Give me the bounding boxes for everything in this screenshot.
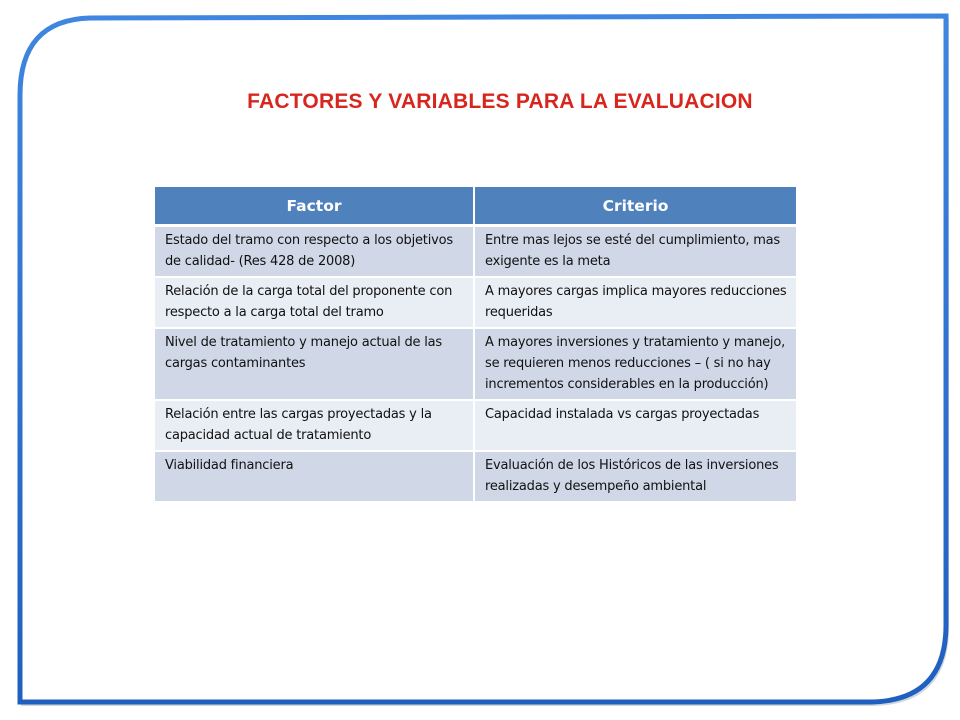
header-factor: Factor (155, 187, 474, 226)
criterio-cell: A mayores inversiones y tratamiento y manejo, se requieren menos reducciones – ( si no hay incrementos considerables en la producción) (474, 328, 796, 400)
table-row (155, 400, 796, 451)
factor-cell: Relación entre las cargas proyectadas y la capacidad actual de tratamiento (155, 400, 474, 451)
criterio-cell: Evaluación de los Históricos de las inversiones realizadas y desempeño ambiental (474, 451, 796, 502)
table-row (155, 328, 796, 400)
header-criterio: Criterio (474, 187, 796, 226)
table-row (155, 451, 796, 502)
factor-cell: Relación de la carga total del proponente con respecto a la carga total del tramo (155, 277, 474, 328)
factor-cell: Estado del tramo con respecto a los objetivos de calidad- (Res 428 de 2008) (155, 226, 474, 278)
slide-title: FACTORES Y VARIABLES PARA LA EVALUACION (247, 90, 753, 113)
criterio-cell: Capacidad instalada vs cargas proyectadas (474, 400, 796, 451)
criterio-cell: A mayores cargas implica mayores reducciones requeridas (474, 277, 796, 328)
table-row (155, 277, 796, 328)
factor-cell: Nivel de tratamiento y manejo actual de las cargas contaminantes (155, 328, 474, 400)
table-header-row (155, 187, 796, 226)
factors-table (155, 187, 796, 503)
table-row (155, 226, 796, 278)
factor-cell: Viabilidad financiera (155, 451, 474, 502)
criterio-cell: Entre mas lejos se esté del cumplimiento, mas exigente es la meta (474, 226, 796, 278)
